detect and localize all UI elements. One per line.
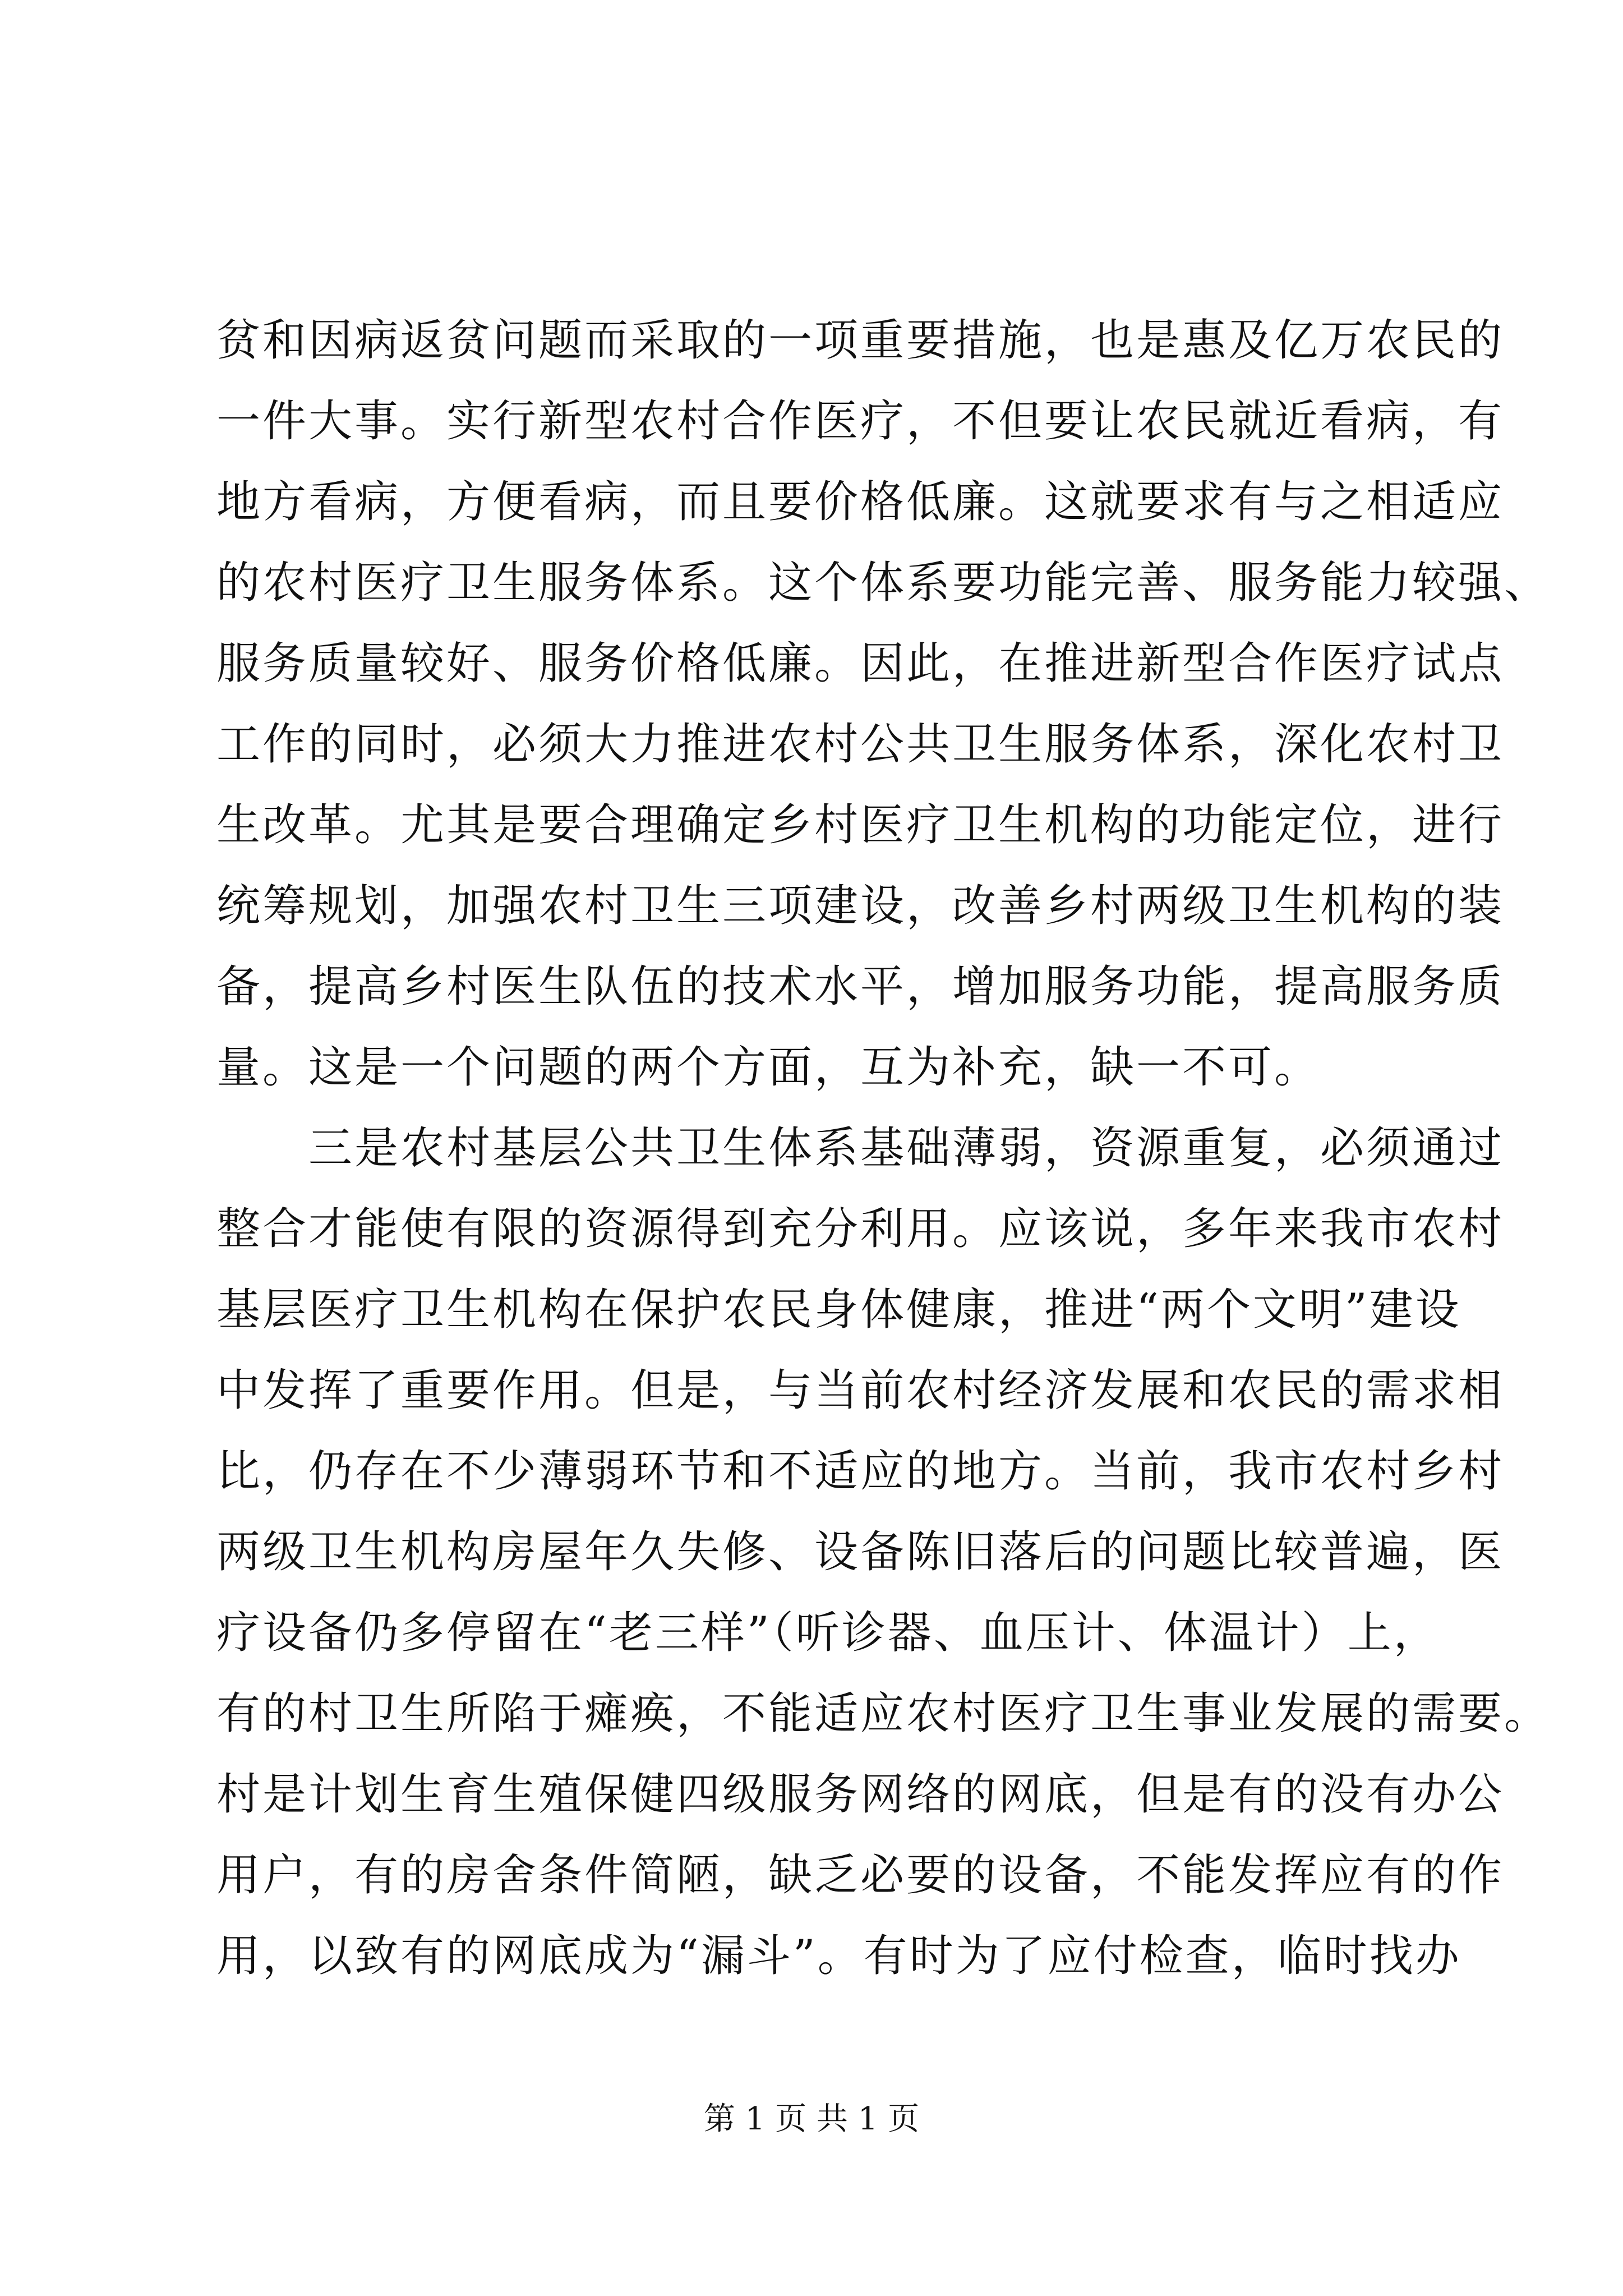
text-line: 贫和因病返贫问题而采取的一项重要措施，也是惠及亿万农民的 (216, 315, 1505, 366)
text-line: 有的村卫生所陷于瘫痪，不能适应农村医疗卫生事业发展的需要。 (216, 1688, 1551, 1739)
text-line: 备，提高乡村医生队伍的技术水平，增加服务功能，提高服务质 (216, 961, 1505, 1012)
text-line: 村是计划生育生殖保健四级服务网络的网底，但是有的没有办公 (216, 1769, 1505, 1820)
text-line: 工作的同时，必须大力推进农村公共卫生服务体系，深化农村卫 (216, 719, 1505, 770)
text-line: 统筹规划，加强农村卫生三项建设，改善乡村两级卫生机构的装 (216, 881, 1505, 931)
text-line: 基层医疗卫生机构在保护农民身体健康，推进“两个文明”建设 (216, 1285, 1461, 1335)
text-line: 疗设备仍多停留在“老三样”（听诊器、血压计、体温计）上， (216, 1608, 1440, 1658)
text-line: 中发挥了重要作用。但是，与当前农村经济发展和农民的需求相 (216, 1365, 1505, 1416)
text-line: 两级卫生机构房屋年久失修、设备陈旧落后的问题比较普遍，医 (216, 1527, 1505, 1577)
text-line: 服务质量较好、服务价格低廉。因此，在推进新型合作医疗试点 (216, 638, 1505, 689)
text-line: 用户，有的房舍条件简陋，缺乏必要的设备，不能发挥应有的作 (216, 1850, 1505, 1901)
text-line: 三是农村基层公共卫生体系基础薄弱，资源重复，必须通过 (216, 1123, 1505, 1174)
text-line: 用，以致有的网底成为“漏斗”。有时为了应付检查，临时找办 (216, 1931, 1461, 1981)
document-body (216, 300, 1551, 1996)
page-footer (0, 2097, 1623, 2142)
text-line: 比，仍存在不少薄弱环节和不适应的地方。当前，我市农村乡村 (216, 1446, 1505, 1497)
text-line: 的农村医疗卫生服务体系。这个体系要功能完善、服务能力较强、 (216, 558, 1551, 608)
text-line: 地方看病，方便看病，而且要价格低廉。这就要求有与之相适应 (216, 477, 1505, 527)
page-number-label: 第 1 页 共 1 页 (703, 2101, 920, 2137)
text-line: 量。这是一个问题的两个方面，互为补充，缺一不可。 (216, 1042, 1321, 1093)
text-line: 一件大事。实行新型农村合作医疗，不但要让农民就近看病，有 (216, 396, 1505, 447)
text-line: 整合才能使有限的资源得到充分利用。应该说，多年来我市农村 (216, 1204, 1505, 1254)
text-line: 生改革。尤其是要合理确定乡村医疗卫生机构的功能定位，进行 (216, 800, 1505, 850)
